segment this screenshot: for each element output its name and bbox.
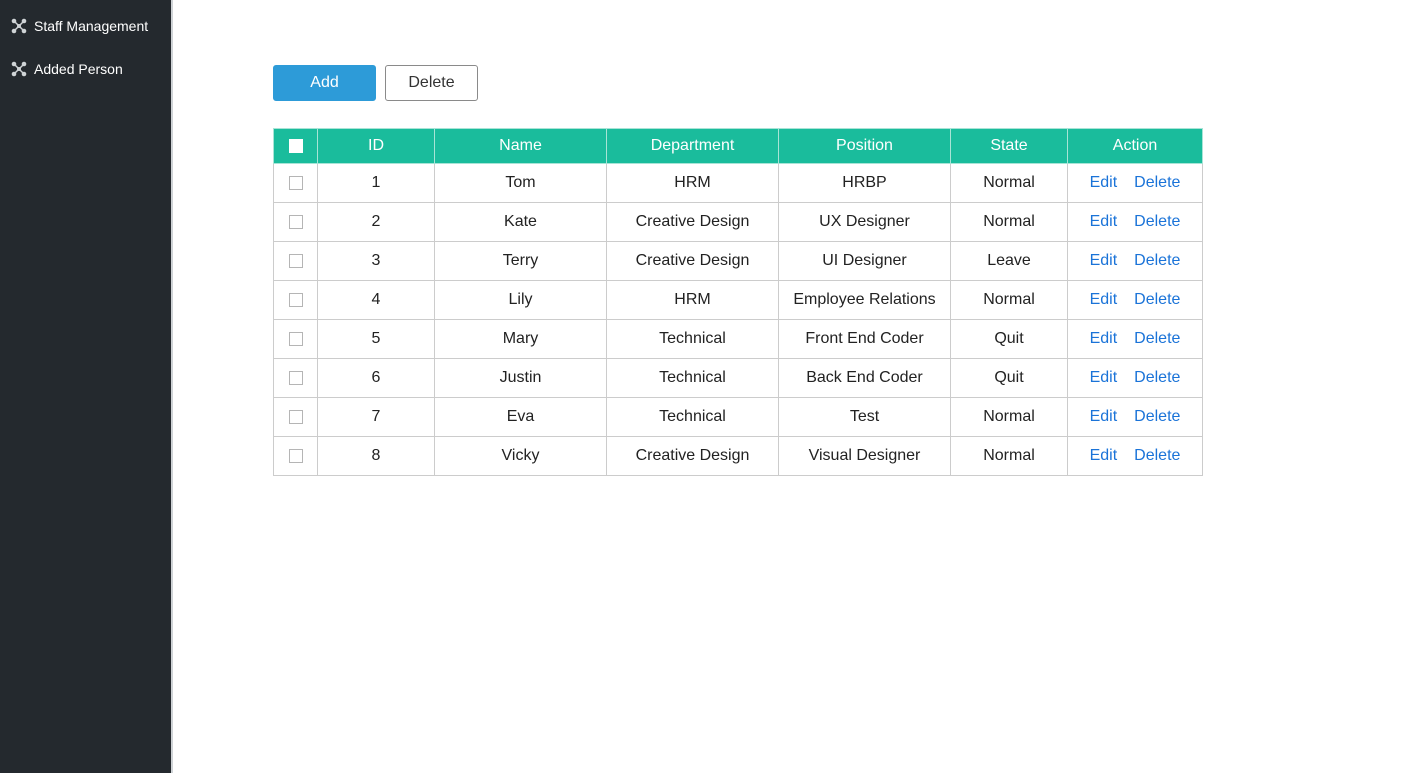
cell-state: Quit	[951, 320, 1068, 359]
cell-name: Mary	[435, 320, 607, 359]
row-checkbox[interactable]	[289, 215, 303, 229]
cell-state: Normal	[951, 281, 1068, 320]
main-content	[173, 0, 1419, 773]
cell-department: Creative Design	[607, 203, 779, 242]
column-header-id: ID	[318, 129, 435, 164]
staff-table	[273, 128, 1203, 476]
cell-state: Normal	[951, 437, 1068, 476]
sidebar	[0, 0, 173, 773]
edit-link[interactable]: Edit	[1089, 252, 1118, 269]
network-icon	[11, 18, 27, 34]
delete-link[interactable]: Delete	[1134, 213, 1181, 230]
delete-link[interactable]: Delete	[1134, 174, 1181, 191]
cell-position: Test	[779, 398, 951, 437]
cell-id: 7	[318, 398, 435, 437]
edit-link[interactable]: Edit	[1089, 447, 1118, 464]
cell-action	[1068, 281, 1203, 320]
table-row	[274, 437, 1203, 476]
select-all-checkbox[interactable]	[289, 139, 303, 153]
select-all-cell	[274, 129, 318, 164]
cell-department: HRM	[607, 164, 779, 203]
edit-link[interactable]: Edit	[1089, 213, 1118, 230]
cell-action	[1068, 398, 1203, 437]
edit-link[interactable]: Edit	[1089, 174, 1118, 191]
delete-link[interactable]: Delete	[1134, 408, 1181, 425]
cell-name: Eva	[435, 398, 607, 437]
cell-action	[1068, 437, 1203, 476]
row-checkbox[interactable]	[289, 254, 303, 268]
row-select-cell	[274, 242, 318, 281]
delete-link[interactable]: Delete	[1134, 252, 1181, 269]
row-select-cell	[274, 164, 318, 203]
cell-action	[1068, 359, 1203, 398]
cell-action	[1068, 203, 1203, 242]
cell-action	[1068, 164, 1203, 203]
cell-position: Employee Relations	[779, 281, 951, 320]
cell-department: HRM	[607, 281, 779, 320]
row-select-cell	[274, 320, 318, 359]
table-row	[274, 281, 1203, 320]
cell-state: Normal	[951, 398, 1068, 437]
sidebar-item-added-person[interactable]	[11, 59, 171, 79]
table-header-row	[274, 129, 1203, 164]
sidebar-item-staff-management[interactable]	[11, 16, 171, 36]
cell-position: UX Designer	[779, 203, 951, 242]
sidebar-item-label: Added Person	[34, 61, 123, 77]
cell-position: Back End Coder	[779, 359, 951, 398]
edit-link[interactable]: Edit	[1089, 291, 1118, 308]
cell-id: 3	[318, 242, 435, 281]
delete-link[interactable]: Delete	[1134, 330, 1181, 347]
cell-id: 5	[318, 320, 435, 359]
column-header-state: State	[951, 129, 1068, 164]
row-checkbox[interactable]	[289, 371, 303, 385]
cell-id: 2	[318, 203, 435, 242]
cell-id: 8	[318, 437, 435, 476]
column-header-name: Name	[435, 129, 607, 164]
cell-action	[1068, 242, 1203, 281]
row-checkbox[interactable]	[289, 410, 303, 424]
delete-button[interactable]: Delete	[385, 65, 478, 101]
cell-name: Kate	[435, 203, 607, 242]
row-select-cell	[274, 281, 318, 320]
cell-position: UI Designer	[779, 242, 951, 281]
cell-position: HRBP	[779, 164, 951, 203]
table-row	[274, 320, 1203, 359]
cell-department: Technical	[607, 359, 779, 398]
column-header-action: Action	[1068, 129, 1203, 164]
toolbar	[273, 65, 478, 101]
edit-link[interactable]: Edit	[1089, 408, 1118, 425]
cell-department: Creative Design	[607, 242, 779, 281]
column-header-department: Department	[607, 129, 779, 164]
cell-id: 4	[318, 281, 435, 320]
cell-position: Front End Coder	[779, 320, 951, 359]
cell-position: Visual Designer	[779, 437, 951, 476]
network-icon	[11, 61, 27, 77]
column-header-position: Position	[779, 129, 951, 164]
cell-name: Lily	[435, 281, 607, 320]
cell-state: Quit	[951, 359, 1068, 398]
cell-department: Technical	[607, 398, 779, 437]
cell-department: Technical	[607, 320, 779, 359]
row-checkbox[interactable]	[289, 176, 303, 190]
table-row	[274, 398, 1203, 437]
cell-action	[1068, 320, 1203, 359]
cell-name: Justin	[435, 359, 607, 398]
cell-id: 1	[318, 164, 435, 203]
cell-state: Leave	[951, 242, 1068, 281]
row-select-cell	[274, 398, 318, 437]
row-select-cell	[274, 359, 318, 398]
edit-link[interactable]: Edit	[1089, 330, 1118, 347]
cell-name: Tom	[435, 164, 607, 203]
row-checkbox[interactable]	[289, 293, 303, 307]
cell-name: Vicky	[435, 437, 607, 476]
row-select-cell	[274, 437, 318, 476]
cell-state: Normal	[951, 203, 1068, 242]
cell-id: 6	[318, 359, 435, 398]
row-checkbox[interactable]	[289, 332, 303, 346]
row-checkbox[interactable]	[289, 449, 303, 463]
edit-link[interactable]: Edit	[1089, 369, 1118, 386]
row-select-cell	[274, 203, 318, 242]
table-row	[274, 242, 1203, 281]
table-row	[274, 203, 1203, 242]
delete-link[interactable]: Delete	[1134, 291, 1181, 308]
table-row	[274, 359, 1203, 398]
delete-link[interactable]: Delete	[1134, 369, 1181, 386]
cell-department: Creative Design	[607, 437, 779, 476]
table-row	[274, 164, 1203, 203]
sidebar-item-label: Staff Management	[34, 18, 149, 34]
cell-state: Normal	[951, 164, 1068, 203]
add-button[interactable]: Add	[273, 65, 376, 101]
delete-link[interactable]: Delete	[1134, 447, 1181, 464]
cell-name: Terry	[435, 242, 607, 281]
